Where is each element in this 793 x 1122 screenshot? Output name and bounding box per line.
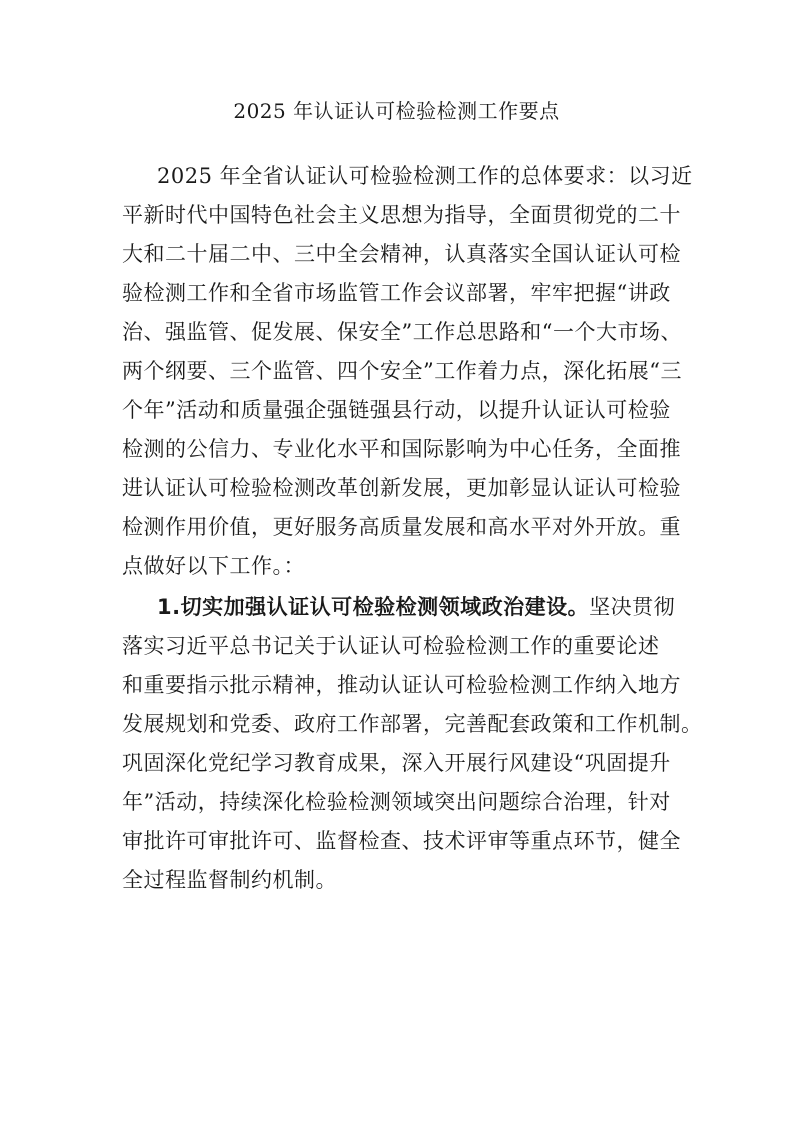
paragraph-line: 检测的公信力、专业化水平和国际影响为中心任务，全面推 [122, 437, 681, 461]
paragraph-line: 落实习近平总书记关于认证认可检验检测工作的重要论述 [122, 634, 660, 658]
paragraph-line: 大和二十届二中、三中全会精神，认真落实全国认证认可检 [122, 242, 681, 266]
document-title: 2025 年认证认可检验检测工作要点 [233, 99, 560, 123]
section-1-heading: 1.切实加强认证认可检验检测领域政治建设。 [157, 595, 590, 619]
paragraph-line: 年”活动，持续深化检验检测领域突出问题综合治理，针对 [122, 790, 671, 814]
paragraph-line: 两个纲要、三个监管、四个安全”工作着力点，深化拓展“三 [122, 359, 682, 383]
paragraph-line: 全过程监督制约机制。 [122, 868, 337, 892]
paragraph-line: 平新时代中国特色社会主义思想为指导，全面贯彻党的二十 [122, 203, 681, 227]
paragraph-line: 验检测工作和全省市场监管工作会议部署，牢牢把握“讲政 [122, 281, 671, 305]
section-1-text: 坚决贯彻 [589, 595, 676, 619]
paragraph-line: 治、强监管、促发展、保安全”工作总思路和“一个大市场、 [122, 320, 682, 344]
section-1-first-line [157, 593, 675, 621]
paragraph-line: 点做好以下工作。： [122, 554, 305, 578]
paragraph-line: 检测作用价值，更好服务高质量发展和高水平对外开放。重 [122, 515, 681, 539]
paragraph-line: 个年”活动和质量强企强链强县行动，以提升认证认可检验 [122, 398, 671, 422]
paragraph-line: 巩固深化党纪学习教育成果，深入开展行风建设“巩固提升 [122, 751, 671, 775]
paragraph-line: 2025 年全省认证认可检验检测工作的总体要求：以习近 [157, 164, 693, 188]
paragraph-line: 进认证认可检验检测改革创新发展，更加彰显认证认可检验 [122, 476, 681, 500]
paragraph-line: 审批许可审批许可、监督检查、技术评审等重点环节，健全 [122, 829, 681, 853]
paragraph-line: 和重要指示批示精神，推动认证认可检验检测工作纳入地方 [122, 673, 681, 697]
paragraph-line: 发展规划和党委、政府工作部署，完善配套政策和工作机制。 [122, 712, 703, 736]
